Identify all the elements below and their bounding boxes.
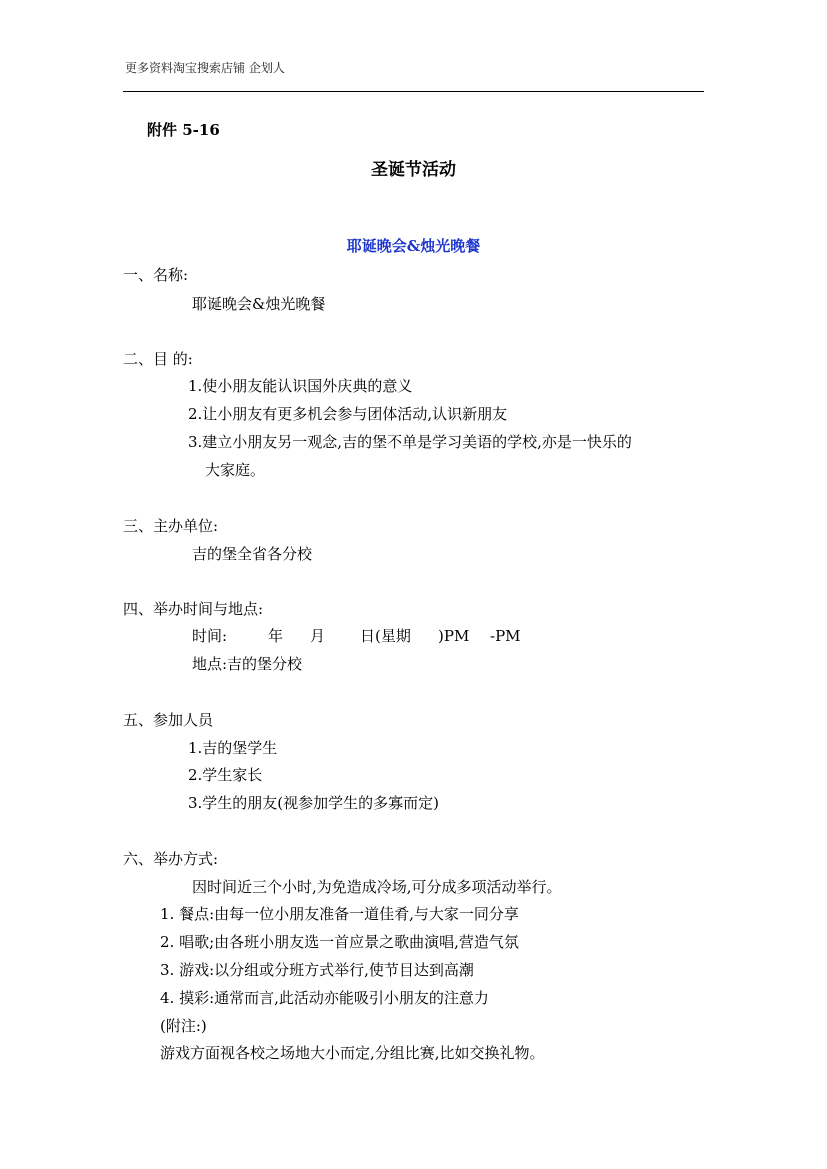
list-item-continuation: 大家庭。 [205,461,266,479]
list-item: 2.让小朋友有更多机会参与团体活动,认识新朋友 [188,405,508,423]
time-month: 月 [310,627,326,645]
section-method-heading: 六、举办方式: [123,850,219,868]
attachment-label: 附件 5-16 [147,121,220,139]
time-day: 日(星期 [360,627,411,645]
section-purpose-heading: 二、目 的: [123,350,193,368]
time-pm-start: )PM [438,627,470,645]
place-value: 地点:吉的堡分校 [192,655,303,673]
note-text: 游戏方面视各校之场地大小而定,分组比赛,比如交换礼物。 [160,1044,545,1062]
header-divider [123,91,704,92]
list-item: 3.学生的朋友(视参加学生的多寡而定) [188,794,440,812]
section-time-place-heading: 四、举办时间与地点: [123,600,264,618]
list-item: 1.吉的堡学生 [188,739,278,757]
section-name-heading: 一、名称: [123,266,189,284]
section-organizer-heading: 三、主办单位: [123,517,219,535]
list-item: 2.学生家长 [188,766,263,784]
list-item: 3.建立小朋友另一观念,吉的堡不单是学习美语的学校,亦是一快乐的 [188,433,632,451]
time-row [192,626,521,646]
section-organizer-value: 吉的堡全省各分校 [192,545,313,563]
page-header: 更多资料淘宝搜索店铺 企划人 [125,61,285,75]
list-item: 1. 餐点:由每一位小朋友准备一道佳肴,与大家一同分享 [160,905,519,923]
list-item: 4. 摸彩:通常而言,此活动亦能吸引小朋友的注意力 [160,989,489,1007]
time-pm-end: -PM [490,627,521,645]
section-name-value: 耶诞晚会&烛光晚餐 [192,295,326,313]
list-item: 1.使小朋友能认识国外庆典的意义 [188,377,413,395]
list-item: 2. 唱歌;由各班小朋友选一首应景之歌曲演唱,营造气氛 [160,933,519,951]
section-method-intro: 因时间近三个小时,为免造成冷场,可分成多项活动举行。 [192,878,562,896]
note-label: (附注:) [160,1017,207,1035]
document-title: 圣诞节活动 [371,160,456,180]
time-label: 时间: [192,627,228,645]
section-participants-heading: 五、参加人员 [123,711,214,729]
document-subtitle: 耶诞晚会&烛光晚餐 [346,237,481,255]
list-item: 3. 游戏:以分组或分班方式举行,使节目达到高潮 [160,961,474,979]
time-year: 年 [268,627,284,645]
